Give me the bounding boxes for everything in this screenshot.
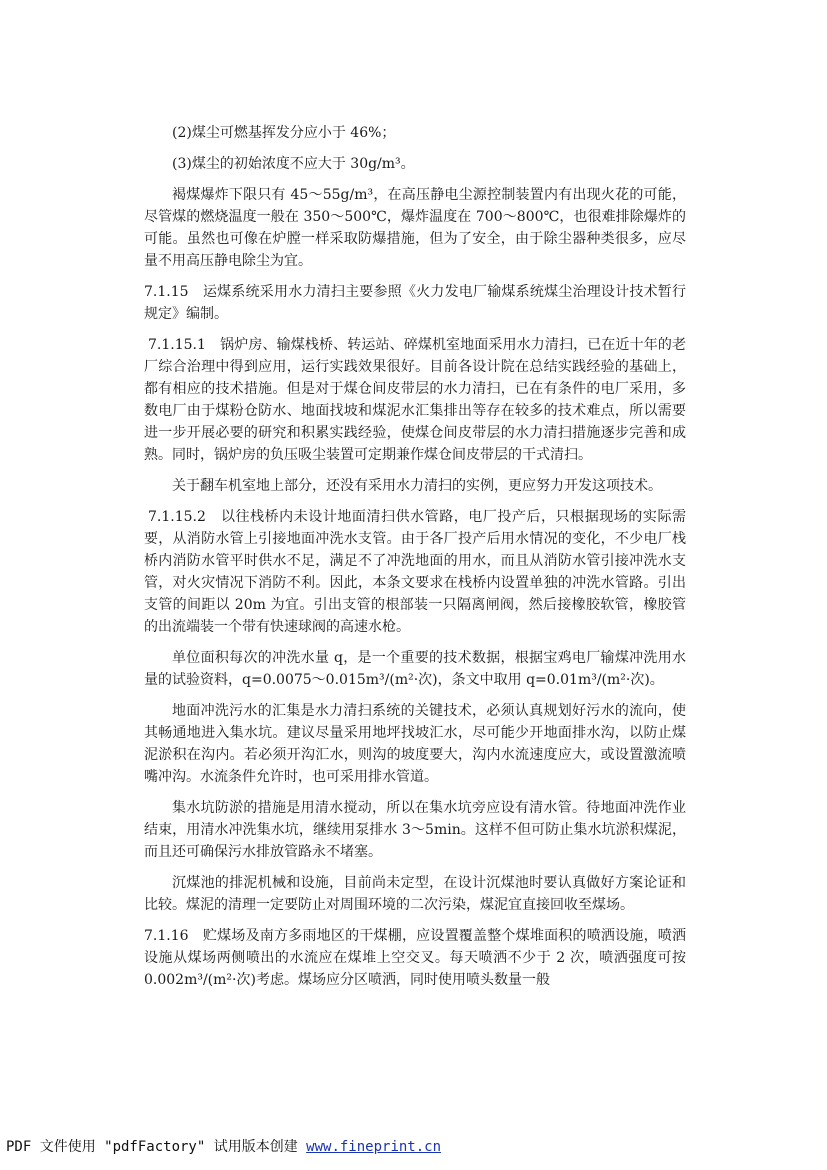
paragraph-tippler: 关于翻车机室地上部分，还没有采用水力清扫的实例，更应努力开发这项技术。 — [172, 478, 662, 494]
paragraph-lignite: 褐煤爆炸下限只有 45～55g/m³，在高压静电尘源控制装置内有出现火花的可能，尽管煤的燃烧温度一般在 350～500℃，爆炸温度在 700～800℃，也很难排除爆炸的可能。虽然也可像在炉膛一样采取防爆措施，但为了安全，由于除尘器种类很多，应尽量不用高压静电除尘为宜。 — [144, 187, 686, 269]
paragraph-unit-flushing: 单位面积每次的冲洗水量 q，是一个重要的技术数据，根据宝鸡电厂输煤冲洗用水量的试验资料，q=0.0075～0.015m³/(m²·次)，条文中取用 q=0.01m³/(m²·次)。 — [144, 650, 686, 688]
item-3-concentration: (3)煤尘的初始浓度不应大于 30g/m³。 — [172, 156, 415, 172]
section-7-1-15: 7.1.15 运煤系统采用水力清扫主要参照《火力发电厂输煤系统煤尘治理设计技术暂行规定》编制。 — [144, 284, 686, 322]
footer-text: PDF 文件使用 "pdfFactory" 试用版本创建 — [6, 1139, 307, 1155]
fineprint-link[interactable]: www.fineprint.cn — [306, 1139, 442, 1155]
paragraph-sewage-collection: 地面冲洗污水的汇集是水力清扫系统的关键技术，必须认真规划好污水的流向，使其畅通地进入集水坑。建议尽量采用地坪找坡汇水，尽可能少开地面排水沟，以防止煤泥淤积在沟内。若必须开沟汇水，则沟的坡度要大，沟内水流速度应大，或设置激流喷嘴冲沟。水流条件允许时，也可采用排水管道。 — [144, 703, 686, 785]
paragraph-sump-pit: 集水坑防淤的措施是用清水搅动，所以在集水坑旁应设有清水管。待地面冲洗作业结束，用清水冲洗集水坑，继续用泵排水 3～5min。这样不但可防止集水坑淤积煤泥，而且还可确保污水排放管路永不堵塞。 — [144, 800, 686, 860]
section-7-1-15-2: 7.1.15.2 以往栈桥内未设计地面清扫供水管路，电厂投产后，只根据现场的实际需要，从消防水管上引接地面冲洗水支管。由于各厂投产后用水情况的变化，不少电厂栈桥内消防水管平时供水不足，满足不了冲洗地面的用水，而且从消防水管引接冲洗水支管，对火灾情况下消防不利。因此，本条文要求在栈桥内设置单独的冲洗水管路。引出支管的间距以 20m 为宜。引出支管的根部装一只隔离闸阀，然后接橡胶软管，橡胶管的出流端装一个带有快速球阀的高速水枪。 — [144, 509, 686, 635]
section-7-1-16: 7.1.16 贮煤场及南方多雨地区的干煤棚，应设置覆盖整个煤堆面积的喷洒设施，喷洒设施从煤场两侧喷出的水流应在煤堆上空交叉。每天喷洒不少于 2 次，喷洒强度可按 0.002m³/(m²·次)考虑。煤场应分区喷洒，同时使用喷头数量一般 — [144, 928, 686, 988]
pdf-footer — [6, 1136, 441, 1156]
paragraph-settling-pond: 沉煤池的排泥机械和设施，目前尚未定型，在设计沉煤池时要认真做好方案论证和比较。煤泥的清理一定要防止对周围环境的二次污染，煤泥宜直接回收至煤场。 — [144, 875, 686, 913]
item-2-volatile: (2)煤尘可燃基挥发分应小于 46%； — [172, 125, 396, 141]
document-body — [144, 122, 686, 991]
section-7-1-15-1: 7.1.15.1 锅炉房、输煤栈桥、转运站、碎煤机室地面采用水力清扫，已在近十年的老厂综合治理中得到应用，运行实践效果很好。目前各设计院在总结实践经验的基础上，都有相应的技术措施。但是对于煤仓间皮带层的水力清扫，已在有条件的电厂采用，多数电厂由于煤粉仓防水、地面找坡和煤泥水汇集排出等存在较多的技术难点，所以需要进一步开展必要的研究和积累实践经验，使煤仓间皮带层的水力清扫措施逐步完善和成熟。同时，锅炉房的负压吸尘装置可定期兼作煤仓间皮带层的干式清扫。 — [144, 337, 686, 463]
